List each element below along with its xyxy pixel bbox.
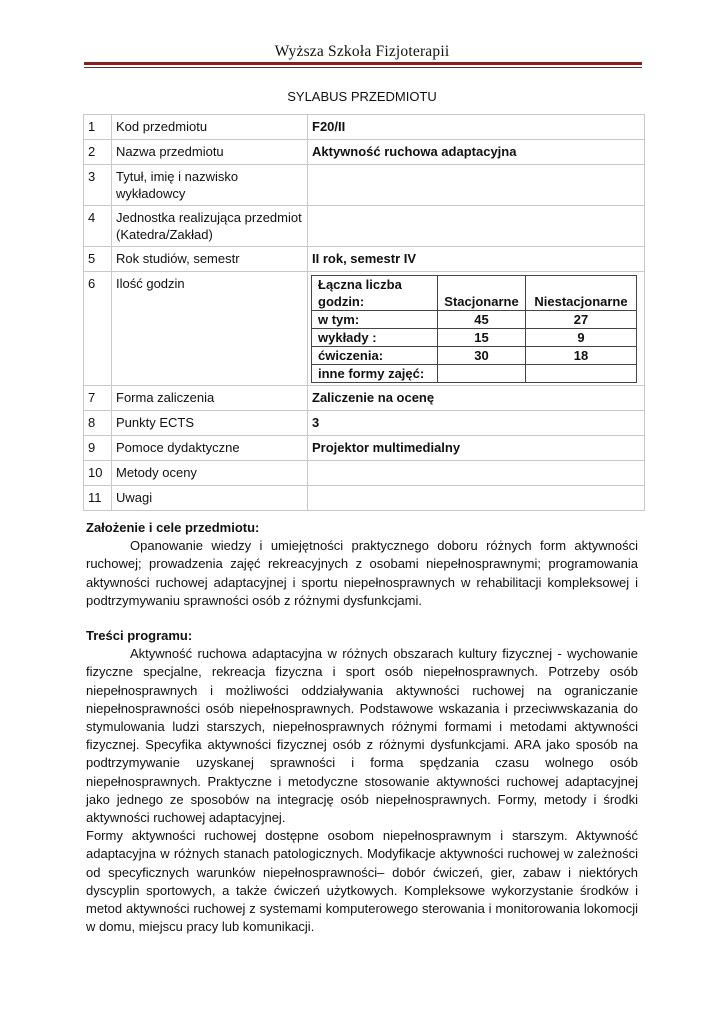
row-label: Nazwa przedmiotu [112, 140, 308, 165]
hours-stationary-value: 15 [438, 329, 526, 347]
hours-extramural-value: 18 [526, 347, 637, 365]
row-number: 3 [84, 165, 112, 206]
content-paragraph-1: Aktywność ruchowa adaptacyjna w różnych obszarach kultury fizycznej - wychowanie fizyczne specjalne, rekreacja fizyczna i sport osób niepełnosprawnych. Potrzeby osób niepełnosprawnych i możliwości oddziaływania aktywności ruchowej na ograniczanie niepełnosprawności osób niepełnosprawnych. Podstawowe wskazania i przeciwwskazania do stymulowania ludzi starszych, niepełnosprawnych różnymi formami i metodami aktywności fizycznej. Specyfika aktywności fizycznej osób z różnymi dysfunkcjami. ARA jako sposób na podtrzymywanie uzyskanej sprawności i forma spędzania czasu wolnego osób niepełnosprawnych. Praktyczne i metodyczne stosowanie aktywności ruchowej adaptacyjnej jako jednego ze sposobów na integrację osób niepełnosprawnych. Formy, metody i środki aktywności ruchowej adaptacyjnej. [86, 646, 638, 826]
table-row [84, 165, 645, 206]
row-value [308, 461, 645, 486]
header-rule [84, 62, 642, 65]
hours-header-extramural: Niestacjonarne [526, 276, 637, 311]
row-label: Ilość godzin [112, 272, 308, 386]
table-row [84, 486, 645, 511]
table-row [84, 386, 645, 411]
row-label: Metody oceny [112, 461, 308, 486]
hours-extramural-value: 9 [526, 329, 637, 347]
hours-row [312, 311, 637, 329]
row-label: Jednostka realizująca przedmiot (Katedra/Zakład) [112, 206, 308, 247]
table-row [84, 436, 645, 461]
row-value: II rok, semestr IV [308, 247, 645, 272]
row-value: 3 [308, 411, 645, 436]
row-label: Tytuł, imię i nazwisko wykładowcy [112, 165, 308, 206]
row-label: Pomoce dydaktyczne [112, 436, 308, 461]
hours-header-total: Łączna liczba godzin: [312, 276, 438, 311]
document-title: SYLABUS PRZEDMIOTU [287, 89, 437, 104]
hours-stationary-value: 30 [438, 347, 526, 365]
row-number: 5 [84, 247, 112, 272]
hours-extramural-value: 27 [526, 311, 637, 329]
header-rule-thin [84, 67, 642, 68]
content-paragraph-2: Formy aktywności ruchowej dostępne osobom niepełnosprawnym i starszym. Aktywność adaptacyjna w różnych stanach patologicznych. Modyfikacje aktywności ruchowej w zależności od specyficznych warunków niepełnosprawności– dobór ćwiczeń, gier, zabaw i niektórych dyscyplin sportowych, a także ćwiczeń użytkowych. Kompleksowe wykorzystanie środków i metod aktywności ruchowej z systemami komputerowego sterowania i monitorowania lokomocji w domu, miejscu pracy lub komunikacji. [86, 828, 638, 935]
row-number: 9 [84, 436, 112, 461]
content-heading: Treści programu: [86, 628, 193, 643]
hours-cell [308, 272, 645, 386]
row-value: Projektor multimedialny [308, 436, 645, 461]
table-row [84, 272, 645, 386]
row-number: 11 [84, 486, 112, 511]
row-label: Rok studiów, semestr [112, 247, 308, 272]
row-label: Forma zaliczenia [112, 386, 308, 411]
row-label: Uwagi [112, 486, 308, 511]
hours-row-label: w tym: [312, 311, 438, 329]
row-value [308, 165, 645, 206]
row-number: 6 [84, 272, 112, 386]
table-row [84, 247, 645, 272]
hours-header-row [312, 276, 637, 311]
hours-row [312, 347, 637, 365]
row-label: Punkty ECTS [112, 411, 308, 436]
table-row [84, 115, 645, 140]
row-label: Kod przedmiotu [112, 115, 308, 140]
row-value [308, 486, 645, 511]
row-value [308, 206, 645, 247]
row-number: 10 [84, 461, 112, 486]
table-row [84, 461, 645, 486]
content-section [86, 627, 638, 936]
row-number: 1 [84, 115, 112, 140]
table-row [84, 411, 645, 436]
hours-extramural-value [526, 365, 637, 383]
hours-row-label: inne formy zajęć: [312, 365, 438, 383]
hours-table [311, 275, 637, 383]
goals-section [86, 519, 638, 610]
syllabus-table [83, 114, 645, 511]
row-number: 8 [84, 411, 112, 436]
hours-stationary-value: 45 [438, 311, 526, 329]
table-row [84, 140, 645, 165]
table-row [84, 206, 645, 247]
goals-text: Opanowanie wiedzy i umiejętności praktycznego doboru różnych form aktywności ruchowej; prowadzenia zajęć rekreacyjnych z osobami niepełnosprawnymi; programowania aktywności ruchowej adaptacyjnej i sportu niepełnosprawnych w rehabilitacji kompleksowej i podtrzymywaniu sprawności osób z różnymi dysfunkcjami. [86, 538, 638, 608]
goals-heading: Założenie i cele przedmiotu: [86, 520, 260, 535]
hours-row [312, 329, 637, 347]
hours-stationary-value [438, 365, 526, 383]
row-number: 2 [84, 140, 112, 165]
hours-row [312, 365, 637, 383]
hours-row-label: wykłady : [312, 329, 438, 347]
row-value: Aktywność ruchowa adaptacyjna [308, 140, 645, 165]
row-value: Zaliczenie na ocenę [308, 386, 645, 411]
row-number: 4 [84, 206, 112, 247]
hours-row-label: ćwiczenia: [312, 347, 438, 365]
row-value: F20/II [308, 115, 645, 140]
hours-header-stationary: Stacjonarne [438, 276, 526, 311]
row-number: 7 [84, 386, 112, 411]
institution-name: Wyższa Szkoła Fizjoterapii [274, 43, 450, 60]
